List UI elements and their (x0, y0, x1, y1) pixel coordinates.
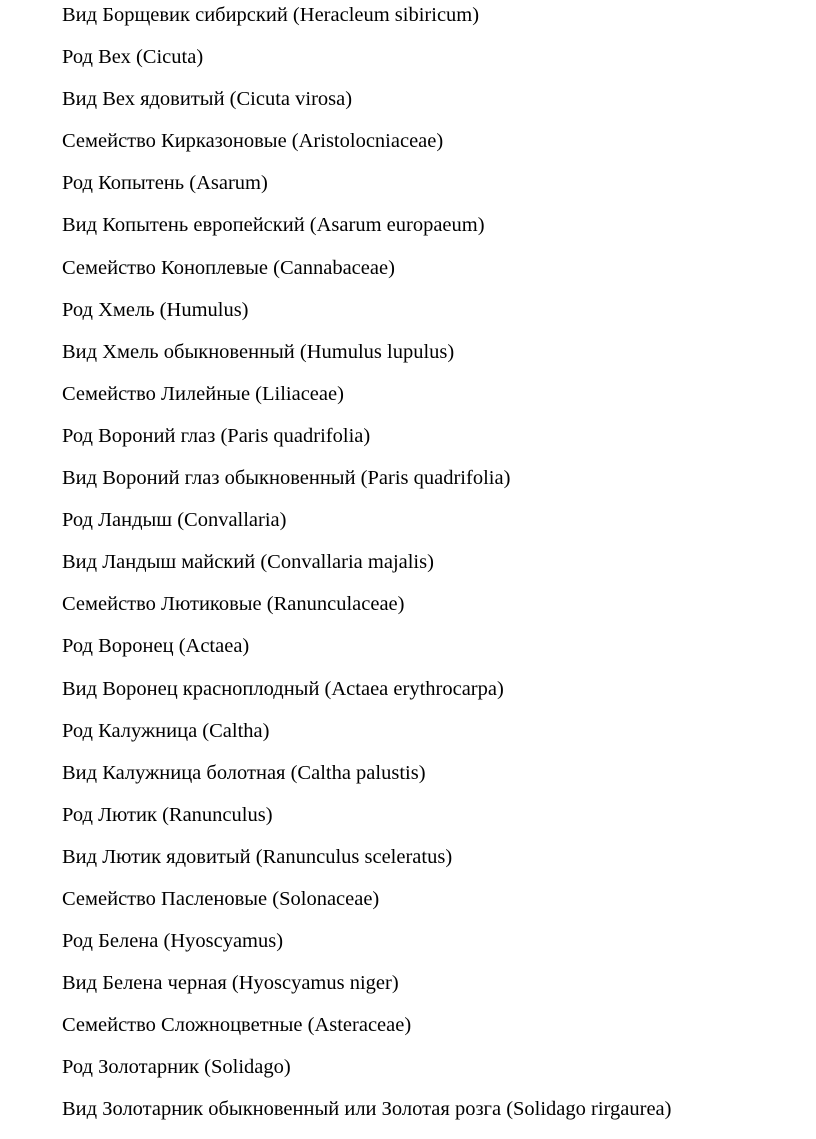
list-item: Вид Ландыш майский (Convallaria majalis) (62, 551, 434, 574)
list-item: Вид Лютик ядовитый (Ranunculus sceleratus) (62, 845, 453, 868)
list-item: Семейство Сложноцветные (Asteraceae) (62, 1014, 412, 1037)
list-item: Род Воронец (Actaea) (62, 635, 250, 658)
list-item: Вид Борщевик сибирский (Heracleum sibiricum) (62, 4, 480, 26)
list-item: Род Калужница (Caltha) (62, 719, 270, 742)
list-item: Род Лютик (Ranunculus) (62, 803, 273, 826)
list-item: Вид Хмель обыкновенный (Humulus lupulus) (62, 340, 455, 363)
list-item: Вид Золотарник обыкновенный или Золотая розга (Solidago rirgaurea) (62, 1098, 672, 1121)
list-item: Вид Вех ядовитый (Cicuta virosa) (62, 88, 353, 111)
taxonomy-list (62, 0, 812, 1137)
list-item: Вид Калужница болотная (Caltha palustis) (62, 761, 426, 784)
list-item: Род Вех (Cicuta) (62, 46, 204, 69)
list-item: Вид Копытень европейский (Asarum europaeum) (62, 214, 485, 237)
list-item: Семейство Пасленовые (Solonaceae) (62, 887, 380, 910)
list-item: Род Ландыш (Convallaria) (62, 509, 287, 532)
list-item: Род Белена (Hyoscyamus) (62, 930, 284, 953)
list-item: Семейство Кирказоновые (Aristolocniaceae) (62, 130, 444, 153)
list-item: Семейство Лилейные (Liliaceae) (62, 382, 344, 405)
list-item: Род Копытень (Asarum) (62, 172, 268, 195)
list-item: Семейство Лютиковые (Ranunculaceae) (62, 593, 405, 616)
list-item: Вид Воронец красноплодный (Actaea erythrocarpa) (62, 677, 504, 700)
list-item: Вид Белена черная (Hyoscyamus niger) (62, 972, 399, 995)
list-item: Род Вороний глаз (Paris quadrifolia) (62, 424, 371, 447)
list-item: Семейство Коноплевые (Cannabaceae) (62, 256, 395, 279)
list-item: Род Хмель (Humulus) (62, 298, 249, 321)
list-item: Вид Вороний глаз обыкновенный (Paris quadrifolia) (62, 467, 511, 490)
list-item: Род Золотарник (Solidago) (62, 1056, 291, 1079)
